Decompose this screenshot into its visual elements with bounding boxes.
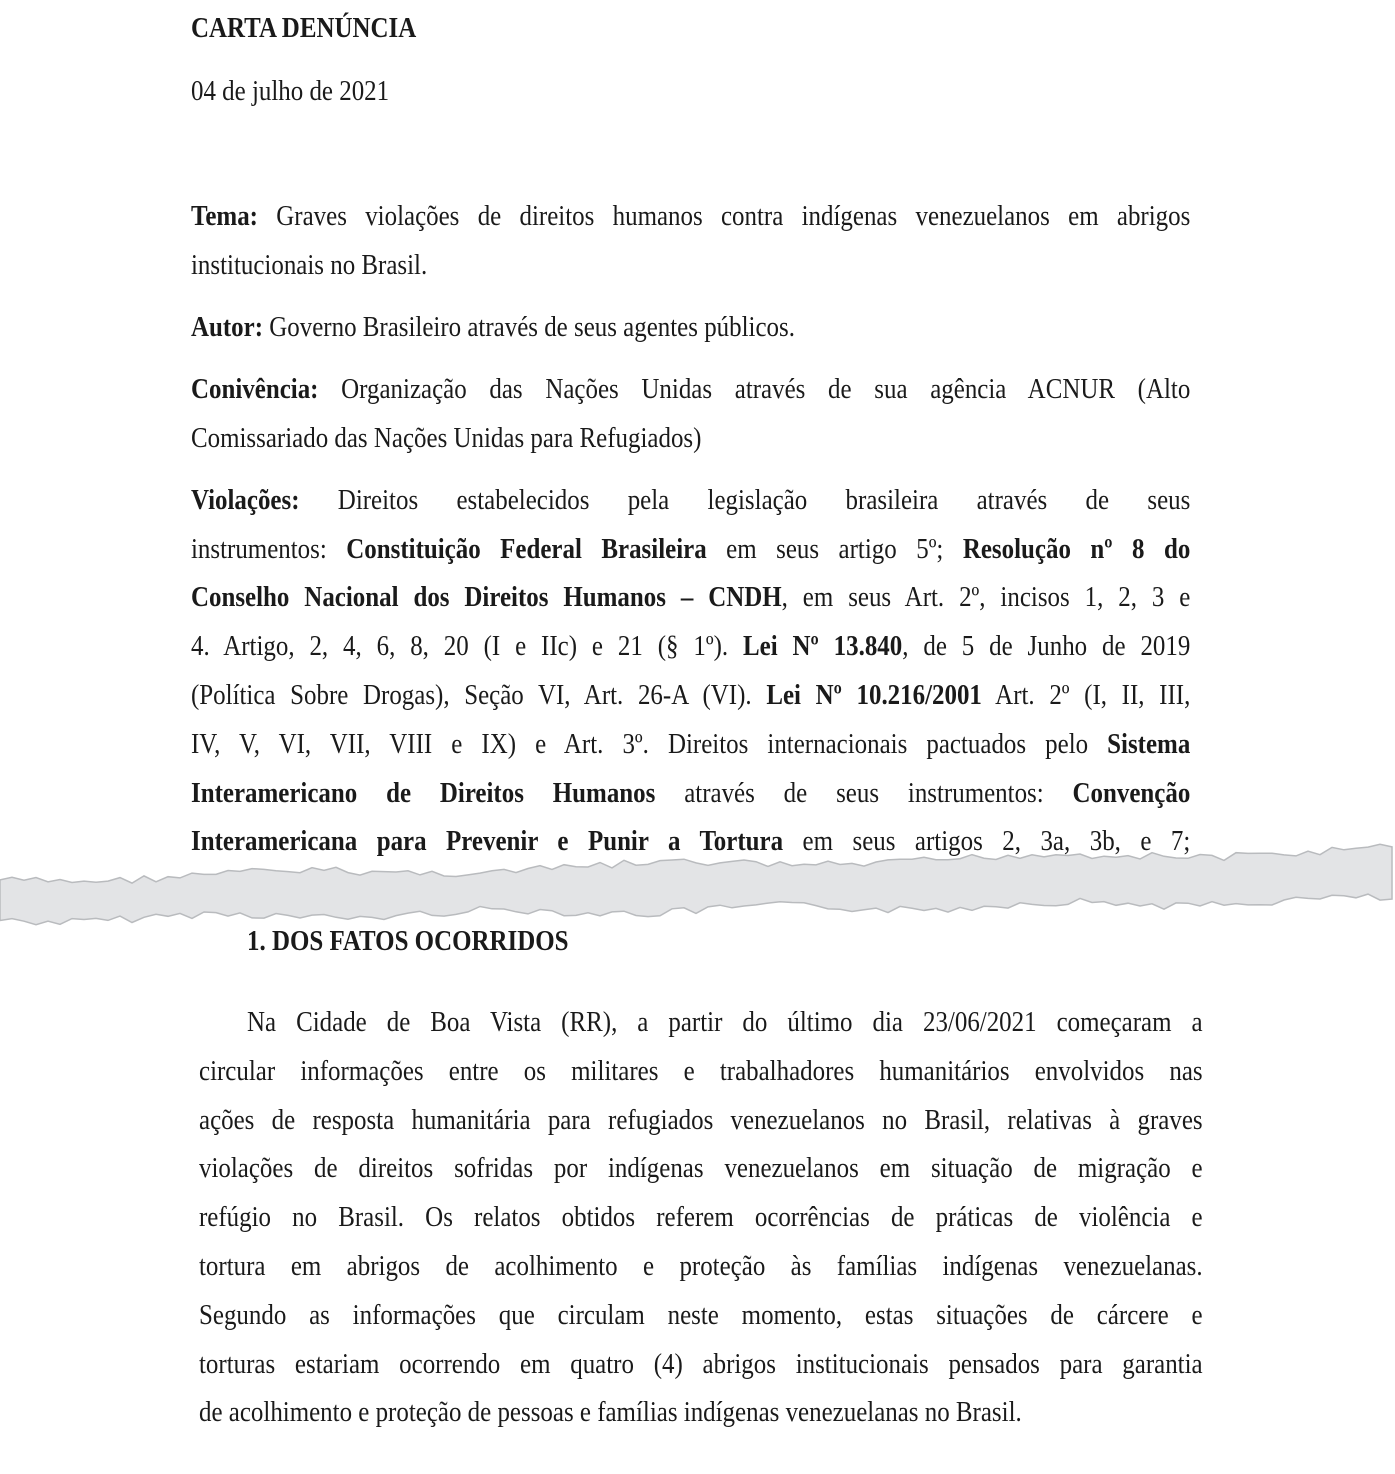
bold-text: Interamericana para Prevenir e Punir a Tortura	[191, 825, 784, 858]
text-line	[199, 1340, 1203, 1389]
text-line	[191, 476, 1190, 525]
text: violações de direitos sofridas por indígenas venezuelanos em situação de migração e	[199, 1152, 1203, 1185]
bold-text: Convenção	[1072, 776, 1191, 809]
text-line	[191, 365, 1190, 414]
text: ações de resposta humanitária para refugiados venezuelanos no Brasil, relativas à graves	[199, 1103, 1203, 1136]
text: Art. 2º (I, II, III,	[981, 679, 1191, 712]
text: instrumentos:	[191, 532, 347, 565]
text: Direitos estabelecidos pela legislação brasileira através de seus	[299, 483, 1191, 516]
text-line	[199, 1047, 1203, 1096]
text-line	[199, 1193, 1203, 1242]
bold-text: Sistema	[1107, 727, 1191, 760]
bold-text: Lei Nº 13.840	[742, 630, 903, 663]
text: 04 de julho de 2021	[191, 75, 390, 108]
text-line	[199, 1096, 1203, 1145]
text-line	[199, 1144, 1203, 1193]
bold-text: Conivência:	[191, 373, 319, 406]
text: Comissariado das Nações Unidas para Refugiados)	[191, 421, 702, 454]
bold-text: Violações:	[191, 483, 300, 516]
text-line	[247, 998, 1203, 1047]
text: institucionais no Brasil.	[191, 248, 428, 281]
text: torturas estariam ocorrendo em quatro (4) abrigos institucionais pensados para garantia	[199, 1347, 1203, 1380]
text: Organização das Nações Unidas através de sua agência ACNUR (Alto	[318, 373, 1191, 406]
section-heading	[247, 917, 1203, 966]
text: através de seus instrumentos:	[655, 776, 1073, 809]
text: , de 5 de Junho de 2019	[902, 630, 1191, 663]
bold-text: Lei Nº 10.216/2001	[766, 679, 982, 712]
text: Segundo as informações que circulam neste momento, estas situações de cárcere e	[199, 1298, 1203, 1331]
text: circular informações entre os militares e trabalhadores humanitários envolvidos nas	[199, 1054, 1203, 1087]
text-line	[191, 525, 1190, 574]
letter-date	[191, 67, 1190, 116]
text-line	[191, 573, 1190, 622]
text-line	[191, 303, 1190, 352]
letter-title	[191, 4, 1190, 53]
text: em seus artigos 2, 3a, 3b, e 7;	[783, 825, 1191, 858]
text: Governo Brasileiro através de seus agentes públicos.	[263, 310, 795, 343]
text-line	[191, 241, 1190, 290]
torn-edge-shape	[0, 844, 1392, 924]
text: de acolhimento e proteção de pessoas e famílias indígenas venezuelanas no Brasil.	[199, 1396, 1022, 1429]
text-line	[199, 1291, 1203, 1340]
text-line	[191, 671, 1190, 720]
bold-text: Constituição Federal Brasileira	[346, 532, 707, 565]
text: refúgio no Brasil. Os relatos obtidos referem ocorrências de práticas de violência e	[199, 1201, 1203, 1234]
text-line	[191, 192, 1190, 241]
text-line	[191, 414, 1190, 463]
text: Graves violações de direitos humanos contra indígenas venezuelanos em abrigos	[257, 199, 1191, 232]
text: 4. Artigo, 2, 4, 6, 8, 20 (I e IIc) e 21 (§ 1º).	[191, 630, 743, 663]
bold-text: 1. DOS FATOS OCORRIDOS	[246, 924, 569, 957]
text-line	[191, 769, 1190, 818]
text: , em seus Art. 2º, incisos 1, 2, 3 e	[781, 581, 1191, 614]
text: em seus artigo 5º;	[706, 532, 963, 565]
bold-text: Interamericano de Direitos Humanos	[191, 776, 656, 809]
text: (Política Sobre Drogas), Seção VI, Art. 26-A (VI).	[191, 679, 767, 712]
text-line	[199, 1388, 1203, 1437]
bold-text: CARTA DENÚNCIA	[191, 12, 417, 44]
bold-text: Resolução nº 8 do	[962, 532, 1191, 565]
text-line	[191, 622, 1190, 671]
text: IV, V, VI, VII, VIII e IX) e Art. 3º. Direitos internacionais pactuados pelo	[191, 727, 1108, 760]
bold-text: Tema:	[191, 199, 258, 232]
text-line	[199, 1242, 1203, 1291]
text: Na Cidade de Boa Vista (RR), a partir do último dia 23/06/2021 começaram a	[246, 1006, 1203, 1039]
text: tortura em abrigos de acolhimento e proteção às famílias indígenas venezuelanas.	[199, 1250, 1203, 1283]
bold-text: Conselho Nacional dos Direitos Humanos – CNDH	[191, 581, 782, 614]
bold-text: Autor:	[191, 310, 264, 343]
text-line	[191, 720, 1190, 769]
